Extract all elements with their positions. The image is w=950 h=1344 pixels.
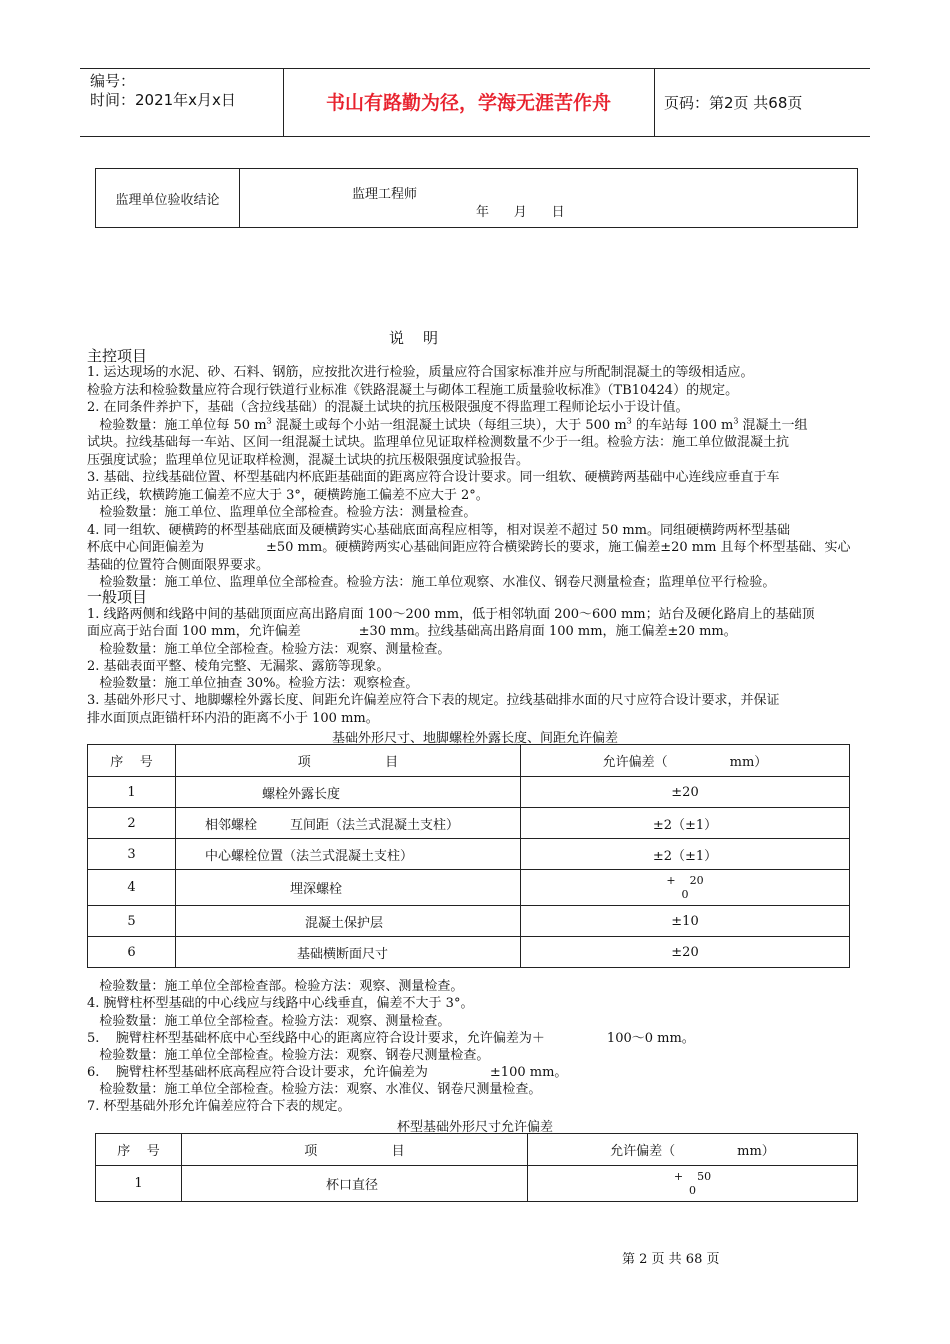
table1-cell-no: 6 — [88, 937, 176, 968]
general-line: 2. 基础表面平整、棱角完整、无漏浆、露筋等现象。 — [87, 659, 390, 674]
main-line: 检验数量：施工单位每 50 $m^3$ 混凝土或每个小站一组混凝土试块（每组三块），大于 500 $m^3$ 的车站每 100 $m^3$ 混凝土一组 — [87, 416, 808, 433]
main-line: 4. 同一组软、硬横跨的杯型基础底面及硬横跨实心基础底面高程应相等，相对误差不超过 50 mm。同组硬横跨两杯型基础 — [87, 523, 790, 538]
general-line: 5. 腕臂柱杯型基础杯底中心至线路中心的距离应符合设计要求，允许偏差为＋ 100～0 mm。 — [87, 1031, 695, 1046]
main-line: 检验数量：施工单位、监理单位全部检查。检验方法：施工单位观察、水准仪、钢卷尺测量检查；监理单位平行检验。 — [87, 575, 776, 590]
table2-header-row — [96, 1134, 858, 1166]
page-title: 说 明 — [388, 329, 439, 347]
table1-cell-item: 基础横断面尺寸 — [176, 937, 521, 968]
table2-cell-item: 杯口直径 — [182, 1166, 528, 1202]
table1-header-item: 项 目 — [176, 745, 521, 777]
table1-cell-no: 3 — [88, 839, 176, 870]
table1-cell-dev: ±20 — [521, 777, 850, 808]
main-line: 3. 基础、拉线基础位置、杯型基础内杯底距基础面的距离应符合设计要求。同一组软、硬横跨两基础中心连线应垂直于车 — [87, 470, 780, 485]
general-line: 排水面顶点距锚杆环内沿的距离不小于 100 mm。 — [87, 711, 379, 726]
supervision-table — [95, 168, 858, 228]
main-line: 检验方法和检验数量应符合现行铁道行业标准《铁路混凝土与砌体工程施工质量验收标准》（TB10424）的规定。 — [87, 383, 739, 398]
table-row — [88, 937, 850, 968]
dev-upper: + 50 — [673, 1169, 712, 1183]
page-footer: 第 2 页 共 68 页 — [622, 1252, 720, 1267]
header-divider-right — [654, 68, 655, 136]
table-row — [88, 839, 850, 870]
table1 — [87, 744, 850, 968]
main-line: 站正线，软横跨施工偏差不应大于 3°，硬横跨施工偏差不应大于 2°。 — [87, 488, 489, 503]
supervision-label-cell — [96, 169, 240, 228]
table-row — [88, 906, 850, 937]
general-items-heading: 一般项目 — [87, 588, 148, 606]
table1-cell-dev: ±20 — [521, 937, 850, 968]
general-line: 检验数量：施工单位全部检查。检验方法：观察、水准仪、钢卷尺测量检查。 — [87, 1082, 542, 1097]
table2-caption: 杯型基础外形尺寸允许偏差 — [396, 1120, 553, 1135]
table1-cell-dev: ±10 — [521, 906, 850, 937]
table1-cell-item: 中心螺栓位置（法兰式混凝土支柱） — [176, 839, 521, 870]
table2-header-dev: 允许偏差（ mm） — [528, 1134, 858, 1166]
main-line: 试块。拉线基础每一车站、区间一组混凝土试块。监理单位见证取样检测数量不少于一组。检验方法：施工单位做混凝土抗 — [87, 435, 790, 450]
table1-cell-no: 2 — [88, 808, 176, 839]
motto: 书山有路勤为径，学海无涯苦作舟 — [325, 92, 611, 114]
header-top-rule — [80, 68, 870, 69]
page-info: 页码：第2页 共68页 — [664, 94, 803, 112]
general-line: 6. 腕臂柱杯型基础杯底高程应符合设计要求，允许偏差为 ±100 mm。 — [87, 1065, 568, 1080]
table1-cell-item: 螺栓外露长度 — [176, 777, 521, 808]
general-line: 1. 线路两侧和线路中间的基础顶面应高出路肩面 100～200 mm，低于相邻轨面 200～600 mm；站台及硬化路肩上的基础顶 — [87, 607, 815, 622]
general-line: 3. 基础外形尺寸、地脚螺栓外露长度、间距允许偏差应符合下表的规定。拉线基础排水面的尺寸应符合设计要求，并保证 — [87, 693, 780, 708]
table-row — [88, 808, 850, 839]
table1-cell-dev: ±2（±1） — [521, 839, 850, 870]
table1-header-no: 序 号 — [88, 745, 176, 777]
table-row — [88, 870, 850, 906]
main-line: 2. 在同条件养护下，基础（含拉线基础）的混凝土试块的抗压极限强度不得监理工程师论坛小于设计值。 — [87, 400, 689, 415]
general-line: 检验数量：施工单位抽查 30%。检验方法：观察检查。 — [87, 676, 419, 691]
table2-header-no: 序 号 — [96, 1134, 182, 1166]
table1-cell-no: 5 — [88, 906, 176, 937]
dev-lower: 0 — [689, 1183, 696, 1197]
table-row — [96, 1166, 858, 1202]
table1-cell-no: 1 — [88, 777, 176, 808]
main-line: 压强度试验；监理单位见证取样检测，混凝土试块的抗压极限强度试验报告。 — [87, 453, 530, 468]
general-line: 检验数量：施工单位全部检查。检验方法：观察、测量检查。 — [87, 642, 451, 657]
table1-caption: 基础外形尺寸、地脚螺栓外露长度、间距允许偏差 — [331, 731, 618, 746]
table2-cell-no: 1 — [96, 1166, 182, 1202]
supervision-date: 年 月 日 — [476, 205, 565, 220]
table1-header-dev: 允许偏差（ mm） — [521, 745, 850, 777]
date-line: 时间：2021年x月x日 — [90, 91, 236, 109]
table1-cell-dev — [521, 870, 850, 906]
general-line: 4. 腕臂柱杯型基础的中心线应与线路中心线垂直，偏差不大于 3°。 — [87, 996, 474, 1011]
table1-cell-dev: ±2（±1） — [521, 808, 850, 839]
main-items-heading: 主控项目 — [87, 347, 148, 365]
table2 — [95, 1133, 858, 1202]
table1-cell-item: 混凝土保护层 — [176, 906, 521, 937]
main-line: 基础的位置符合侧面限界要求。 — [87, 558, 270, 573]
header-bottom-rule — [80, 136, 870, 137]
table1-header-row — [88, 745, 850, 777]
general-line: 7. 杯型基础外形允许偏差应符合下表的规定。 — [87, 1099, 351, 1114]
doc-number-label: 编号： — [90, 72, 136, 90]
table1-cell-item: 埋深螺栓 — [176, 870, 521, 906]
supervision-label: 监理单位验收结论 — [115, 192, 220, 208]
general-line: 检验数量：施工单位全部检查。检验方法：观察、测量检查。 — [87, 1014, 451, 1029]
main-line: 1. 运达现场的水泥、砂、石料、钢筋，应按批次进行检验，质量应符合国家标准并应与所配制混凝土的等级相适应。 — [87, 365, 754, 380]
general-line: 面应高于站台面 100 mm，允许偏差 ±30 mm。拉线基础高出路肩面 100 mm，施工偏差±20 mm。 — [87, 624, 737, 639]
table2-header-item: 项 目 — [182, 1134, 528, 1166]
general-line: 检验数量：施工单位全部检查部。检验方法：观察、测量检查。 — [87, 979, 464, 994]
table-row — [88, 777, 850, 808]
general-line: 检验数量：施工单位全部检查。检验方法：观察、钢卷尺测量检查。 — [87, 1048, 490, 1063]
table2-cell-dev — [528, 1166, 858, 1202]
supervision-sign-cell — [240, 169, 858, 228]
main-line: 检验数量：施工单位、监理单位全部检查。检验方法：测量检查。 — [87, 505, 477, 520]
table1-cell-no: 4 — [88, 870, 176, 906]
table1-cell-item: 相邻螺栓 互间距（法兰式混凝土支柱） — [176, 808, 521, 839]
dev-lower: 0 — [681, 887, 689, 901]
dev-upper: + 20 — [666, 873, 704, 887]
supervision-engineer: 监理工程师 — [352, 187, 418, 202]
main-line: 杯底中心间距偏差为 ±50 mm。硬横跨两实心基础间距应符合横梁跨长的要求，施工偏差±20 mm 且每个杯型基础、实心 — [87, 540, 851, 555]
